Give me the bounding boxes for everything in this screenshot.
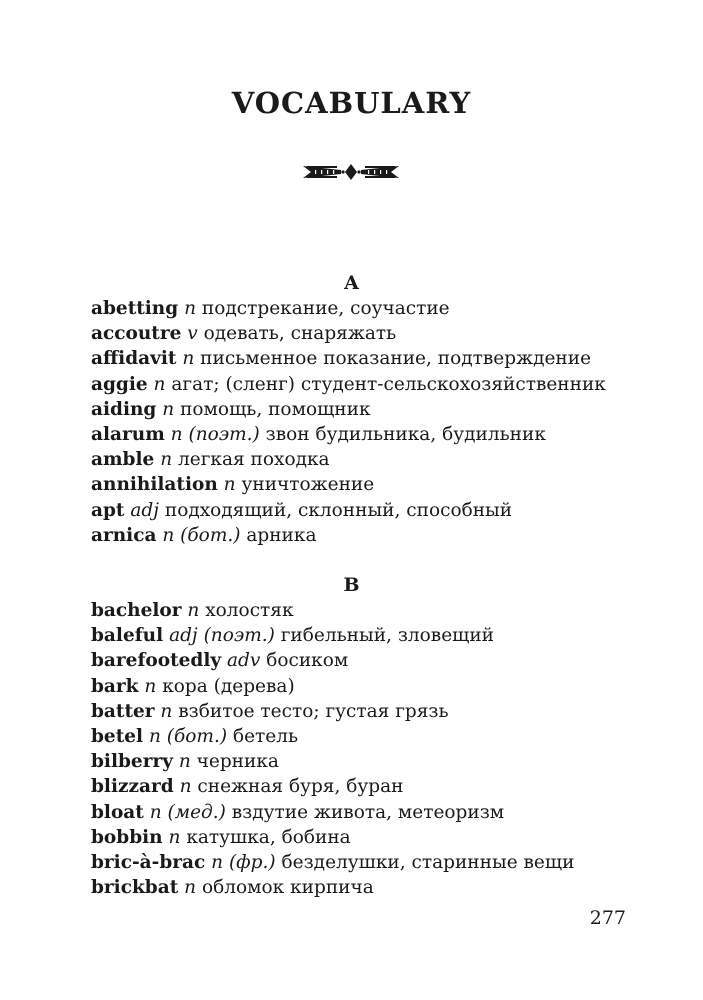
- part-of-speech: n: [160, 449, 173, 471]
- definition: письменное показание, подтверждение: [200, 348, 592, 370]
- headword: aiding: [91, 398, 157, 420]
- headword: barefootedly: [91, 650, 222, 672]
- headword: aggie: [91, 373, 148, 395]
- headword: bobbin: [91, 826, 163, 848]
- part-of-speech: n: [149, 801, 162, 823]
- headword: bloat: [91, 801, 144, 823]
- part-of-speech: n: [160, 700, 173, 722]
- definition: бетель: [232, 725, 299, 747]
- definition: холостяк: [205, 600, 294, 621]
- headword: brickbat: [91, 877, 179, 899]
- part-of-speech: n: [153, 373, 166, 395]
- vocabulary-entry: [91, 397, 651, 422]
- headword: betel: [91, 725, 144, 747]
- definition: звон будильника, будильник: [265, 423, 546, 445]
- part-of-speech: n: [223, 474, 236, 496]
- headword: bark: [91, 675, 139, 697]
- vocabulary-entry: [91, 472, 651, 497]
- vocabulary-entry: [91, 875, 651, 900]
- headword: abetting: [91, 298, 179, 319]
- part-of-speech: n: [178, 751, 191, 773]
- headword: affidavit: [91, 348, 177, 370]
- usage-note: (поэт.): [188, 423, 260, 445]
- vocabulary-entry: [91, 498, 651, 523]
- headword: alarum: [91, 423, 165, 445]
- part-of-speech: n: [162, 398, 175, 420]
- vocabulary-entry: [91, 850, 651, 875]
- part-of-speech: n: [168, 826, 181, 848]
- headword: batter: [91, 700, 155, 722]
- headword: blizzard: [91, 776, 174, 798]
- vocabulary-entry: [91, 422, 651, 447]
- headword: baleful: [91, 625, 164, 647]
- section-letter: A: [344, 272, 359, 294]
- definition: босиком: [266, 650, 349, 672]
- headword: accoutre: [91, 323, 182, 345]
- vocabulary-entry: [91, 598, 651, 623]
- part-of-speech: v: [187, 323, 198, 345]
- definition: кора (дерева): [162, 675, 295, 697]
- definition: подходящий, склонный, способный: [164, 499, 513, 521]
- entry-list: [91, 598, 651, 900]
- definition: черника: [196, 751, 279, 773]
- vocabulary-entry: [91, 724, 651, 749]
- part-of-speech: n: [144, 675, 157, 697]
- vocabulary-entry: [91, 674, 651, 699]
- page-number: 277: [589, 907, 626, 929]
- vocabulary-entry: [91, 346, 651, 371]
- vocabulary-entry: [91, 296, 651, 321]
- part-of-speech: n: [148, 725, 161, 747]
- definition: катушка, бобина: [186, 826, 351, 848]
- definition: обломок кирпича: [201, 877, 374, 899]
- vocabulary-entry: [91, 447, 651, 472]
- definition: уничтожение: [241, 474, 375, 496]
- usage-note: (мед.): [167, 801, 226, 823]
- definition: агат; (сленг) студент-сельскохозяйственник: [171, 373, 606, 395]
- definition: гибельный, зловещий: [280, 625, 495, 647]
- part-of-speech: adj: [169, 625, 198, 647]
- headword: arnica: [91, 524, 157, 546]
- page-title: VOCABULARY: [231, 86, 472, 120]
- vocabulary-entry: [91, 372, 651, 397]
- part-of-speech: n: [184, 298, 197, 319]
- part-of-speech: n: [170, 423, 183, 445]
- definition: снежная буря, буран: [197, 776, 404, 798]
- vocabulary-entry: [91, 699, 651, 724]
- definition: легкая походка: [178, 449, 330, 471]
- headword: amble: [91, 449, 155, 471]
- part-of-speech: n: [182, 348, 195, 370]
- usage-note: (поэт.): [203, 625, 275, 647]
- definition: безделушки, старинные вещи: [281, 851, 575, 873]
- vocabulary-entry: [91, 800, 651, 825]
- part-of-speech: n: [211, 851, 224, 873]
- vocabulary-entry: [91, 749, 651, 774]
- definition: помощь, помощник: [180, 398, 371, 420]
- fleuron-divider-icon: [301, 158, 401, 186]
- section-letter: B: [343, 574, 360, 596]
- vocabulary-entry: [91, 623, 651, 648]
- part-of-speech: n: [179, 776, 192, 798]
- headword: bilberry: [91, 751, 173, 773]
- definition: арника: [246, 524, 317, 546]
- vocabulary-entry: [91, 321, 651, 346]
- section-b: [91, 573, 651, 900]
- vocabulary-entry: [91, 523, 651, 548]
- headword: annihilation: [91, 474, 218, 496]
- vocabulary-entry: [91, 648, 651, 673]
- definition: вздутие живота, метеоризм: [231, 801, 505, 823]
- definition: взбитое тесто; густая грязь: [178, 700, 449, 722]
- headword: bachelor: [91, 600, 182, 621]
- definition: одевать, снаряжать: [203, 323, 397, 345]
- definition: подстрекание, соучастие: [201, 298, 450, 319]
- usage-note: (бот.): [166, 725, 228, 747]
- part-of-speech: adv: [227, 650, 261, 672]
- part-of-speech: n: [162, 524, 175, 546]
- headword: apt: [91, 499, 125, 521]
- part-of-speech: n: [184, 877, 197, 899]
- vocabulary-entry: [91, 825, 651, 850]
- part-of-speech: n: [187, 600, 200, 621]
- vocabulary-entry: [91, 774, 651, 799]
- usage-note: (фр.): [228, 851, 276, 873]
- usage-note: (бот.): [180, 524, 241, 546]
- part-of-speech: adj: [130, 499, 159, 521]
- entry-list: [91, 296, 651, 548]
- headword: bric-à-brac: [91, 851, 206, 873]
- section-a: [91, 271, 651, 548]
